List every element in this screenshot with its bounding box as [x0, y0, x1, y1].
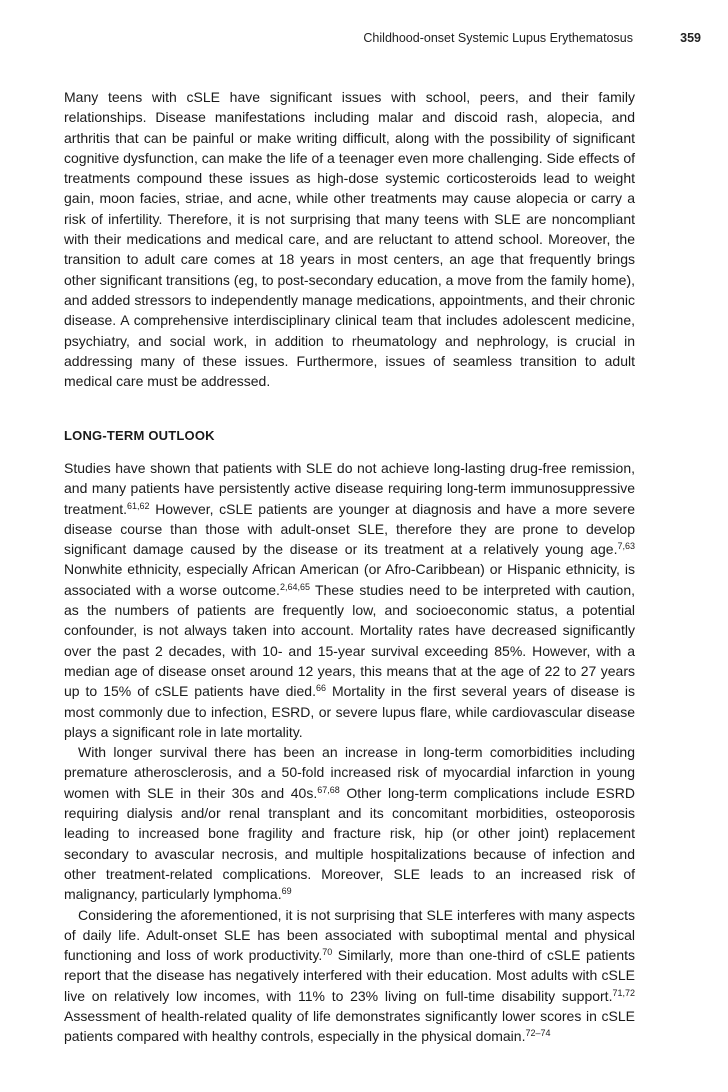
citation: 61,62: [127, 500, 150, 511]
text-run: Nonwhite ethnicity, especially African American (or Afro-Caribbean) or Hispanic ethnicity, is associated with a worse outcome.: [64, 561, 635, 598]
citation: 2,64,65: [279, 581, 310, 592]
citation: 70: [322, 947, 333, 958]
text-run: Similarly, more than one-third of cSLE patients report that the disease has negatively interfered with their education. Most adults with cSLE live on relatively low incomes, with 11% to 23% living on full-time disability support.: [64, 947, 635, 1004]
running-header: [0, 31, 728, 51]
citation: 71,72: [612, 987, 635, 998]
intro-paragraph: Many teens with cSLE have significant issues with school, peers, and their family relationships. Disease manifestations including malar and discoid rash, alopecia, and arthritis that can be painful or make writing difficult, along with the possibility of significant cognitive dysfunction, can make the life of a teenager even more challenging. Side effects of treatments compound these issues as high-dose systemic corticosteroids lead to weight gain, moon facies, striae, and acne, while other treatments may cause alopecia or carry a risk of infertility. Therefore, it is not surprising that many teens with SLE are noncompliant with their medications and medical care, and are reluctant to attend school. Moreover, the transition to adult care comes at 18 years in most centers, an age that frequently brings other significant transitions (eg, to post-secondary education, a move from the family home), and added stressors to independently manage medications, appointments, and their chronic disease. A comprehensive interdisciplinary clinical team that includes adolescent medicine, psychiatry, and social work, in addition to rheumatology and nephrology, is crucial in addressing many of these issues. Furthermore, issues of seamless transition to adult medical care must be addressed.: [64, 89, 635, 390]
text-run: Other long-term complications include ESRD requiring dialysis and/or renal transplant and its concomitant morbidities, osteoporosis leading to increased bone fragility and fracture risk, hip (or other joint) replacement secondary to avascular necrosis, and multiple hospitalizations because of infection and other treatment-related complications. Moreover, SLE leads to an increased risk of malignancy, particularly lymphoma.: [64, 784, 635, 903]
citation: 7,63: [617, 541, 635, 552]
text-run: However, cSLE patients are younger at diagnosis and have a more severe disease course than those with adult-onset SLE, therefore they are prone to develop significant damage caused by the disease or its treatment at a relatively young age.: [64, 500, 635, 558]
paragraph-1: [64, 458, 635, 742]
citation: 69: [281, 886, 292, 897]
paragraph-3: [64, 905, 635, 1047]
intro-section: [64, 87, 635, 391]
section-heading: LONG-TERM OUTLOOK: [64, 428, 215, 443]
citation: 72–74: [525, 1028, 551, 1039]
page-number: 359: [680, 31, 701, 45]
paragraph-2: [64, 742, 635, 904]
citation: 66: [315, 683, 326, 694]
long-term-outlook-section: [64, 426, 635, 1047]
citation: 67,68: [317, 784, 340, 795]
running-title: Childhood-onset Systemic Lupus Erythematosus: [363, 31, 633, 45]
text-run: These studies need to be interpreted with caution, as the numbers of patients are frequently low, and socioeconomic status, a potential confounder, is not always taken into account. Mortality rates have decreased significantly over the past 2 decades, with 10- and 15-year survival exceeding 85%. However, with a median age of disease onset around 12 years, this means that at the age of 22 to 27 years up to 15% of cSLE patients have died.: [64, 581, 636, 700]
text-run: Considering the aforementioned, it is not surprising that SLE interferes with many aspects of daily life. Adult-onset SLE has been associated with suboptimal mental and physical functioning and loss of work productivity.: [64, 906, 635, 964]
text-run: With longer survival there has been an increase in long-term comorbidities including premature atherosclerosis, and a 50-fold increased risk of myocardial infarction in young women with SLE in their 30s and 40s.: [64, 744, 635, 801]
text-run: Mortality in the first several years of disease is most commonly due to infection, ESRD, or severe lupus flare, while cardiovascular disease plays a significant role in late mortality.: [64, 683, 635, 740]
text-run: Assessment of health-related quality of life demonstrates significantly lower scores in cSLE patients compared with healthy controls, especially in the physical domain.: [64, 1008, 635, 1045]
text-run: Studies have shown that patients with SLE do not achieve long-lasting drug-free remission, and many patients have persistently active disease requiring long-term immunosuppressive treatment.: [64, 460, 635, 517]
